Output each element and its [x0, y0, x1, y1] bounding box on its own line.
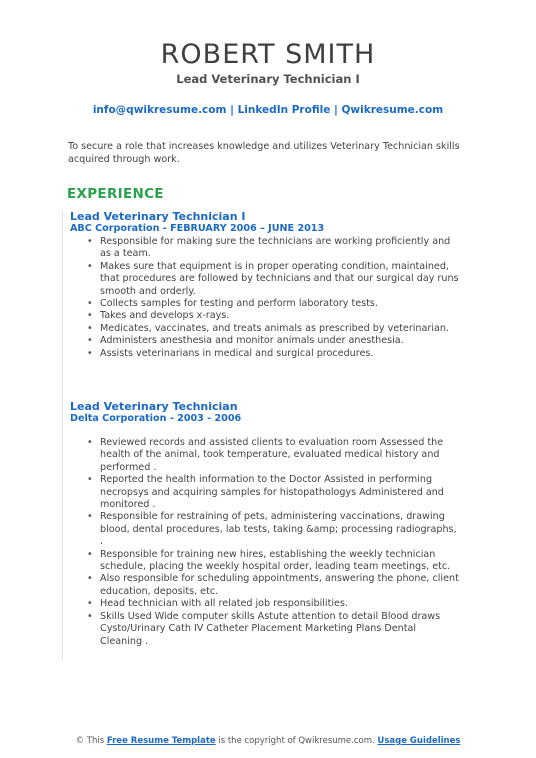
footer-prefix: © This [75, 736, 107, 746]
list-item: • Assists veterinarians in medical and surgical procedures. [70, 348, 460, 360]
list-item: • Reported the health information to the Doctor Assisted in performing necropsys and acquiring samples for histopathologys Administered and monitored . [70, 474, 460, 511]
job-title: Lead Veterinary Technician I [70, 210, 246, 223]
list-item: • Responsible for restraining of pets, administering vaccinations, drawing blood, dental procedures, lab tests, taking &amp; processing radiographs, . [70, 511, 460, 548]
contact-line [0, 104, 536, 116]
job-entry [70, 400, 460, 648]
list-item: • Skills Used Wide computer skills Astute attention to detail Blood draws Cysto/Urinary Cath IV Catheter Placement Marketing Plans Dental Cleaning . [70, 611, 460, 648]
website-link[interactable]: Qwikresume.com [341, 104, 444, 116]
free-resume-template-link[interactable]: Free Resume Template [106, 736, 216, 746]
list-item: • Takes and develops x-rays. [70, 310, 460, 322]
list-item: • Medicates, vaccinates, and treats animals as prescribed by veterinarian. [70, 323, 460, 335]
list-item: • Responsible for making sure the technicians are working proficiently and as a team. [70, 236, 460, 261]
linkedin-link[interactable]: LinkedIn Profile [237, 104, 331, 116]
candidate-title: Lead Veterinary Technician I [176, 72, 360, 86]
list-item: • Also responsible for scheduling appointments, answering the phone, client education, deposits, etc. [70, 573, 460, 598]
list-item: • Responsible for training new hires, establishing the weekly technician schedule, placing the weekly hospital order, leading team meetings, etc. [70, 549, 460, 574]
list-item: • Reviewed records and assisted clients to evaluation room Assessed the health of the animal, took temperature, evaluated medical history and performed . [70, 437, 460, 474]
job-entry [70, 210, 460, 360]
job-title: Lead Veterinary Technician [70, 400, 238, 413]
job-company-dates: ABC Corporation - FEBRUARY 2006 – JUNE 2013 [70, 223, 325, 234]
resume-header [0, 40, 536, 86]
job-bullets [70, 236, 460, 360]
list-item: • Makes sure that equipment is in proper operating condition, maintained, that procedures are followed by technicians and that our surgical day runs smooth and orderly. [70, 261, 460, 298]
list-item: • Administers anesthesia and monitor animals under anesthesia. [70, 335, 460, 347]
copyright-footer [0, 736, 536, 746]
job-company-dates: Delta Corporation - 2003 - 2006 [70, 413, 242, 424]
usage-guidelines-link[interactable]: Usage Guidelines [377, 736, 461, 746]
experience-heading: EXPERIENCE [67, 186, 164, 202]
list-item: • Head technician with all related job responsibilities. [70, 598, 460, 610]
contact-separator: | [226, 104, 238, 116]
footer-middle: is the copyright of Qwikresume.com. [215, 736, 378, 746]
summary-text: To secure a role that increases knowledge and utilizes Veterinary Technician skills acquired through work. [68, 141, 460, 165]
timeline-divider [62, 210, 63, 660]
candidate-name: ROBERT SMITH [160, 39, 376, 70]
job-bullets [70, 437, 460, 648]
email-link[interactable]: info@qwikresume.com [92, 104, 227, 116]
contact-separator: | [330, 104, 342, 116]
list-item: • Collects samples for testing and perform laboratory tests. [70, 298, 460, 310]
